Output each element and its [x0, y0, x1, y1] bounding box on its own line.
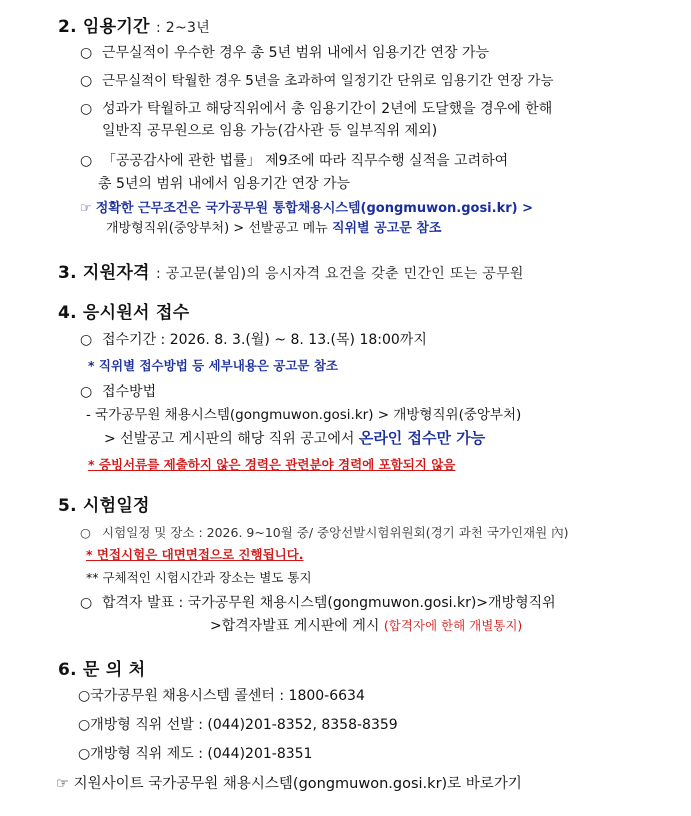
section-6-title: 6. 문 의 처	[58, 660, 146, 680]
circle-bullet-icon: ○	[80, 101, 93, 117]
list-item: ○ 근무실적이 우수한 경우 총 5년 범위 내에서 임용기간 연장 가능	[80, 45, 490, 61]
result-announcement: ○ 합격자 발표 : 국가공무원 채용시스템(gongmuwon.gosi.kr)>개방형직위	[80, 595, 556, 611]
section-2-title: 2. 임용기간 : 2~3년	[58, 17, 211, 37]
list-item: ○ 근무실적이 탁월한 경우 5년을 초과하여 일정기간 단위로 임용기간 연장 가능	[80, 73, 554, 89]
section-4-title: 4. 응시원서 접수	[58, 303, 190, 323]
section-4-heading: 응시원서 접수	[82, 303, 190, 323]
circle-bullet-icon: ○	[80, 73, 93, 89]
circle-bullet-icon: ○	[80, 153, 93, 169]
application-method-detail: - 국가공무원 채용시스템(gongmuwon.gosi.kr) > 개방형직위(중앙부처)	[86, 407, 522, 423]
list-item: ○ 「공공감사에 관한 법률」 제9조에 따라 직무수행 실적을 고려하여	[80, 153, 509, 169]
application-period-note: * 직위별 접수방법 등 세부내용은 공고문 참조	[88, 358, 338, 373]
circle-bullet-icon: ○	[80, 384, 93, 400]
application-period: ○ 접수기간 : 2026. 8. 3.(월) ~ 8. 13.(목) 18:00까지	[80, 332, 427, 348]
section-2-term: : 2~3년	[156, 20, 211, 36]
circle-bullet-icon: ○	[78, 688, 91, 704]
circle-bullet-icon: ○	[80, 45, 93, 61]
result-announcement-cont: >합격자발표 게시판에 게시 (합격자에 한해 개별통지)	[210, 618, 523, 634]
section-2-heading: 임용기간	[82, 17, 150, 37]
working-conditions-note: ☞ 정확한 근무조건은 국가공무원 통합채용시스템(gongmuwon.gosi.kr) >	[80, 201, 533, 216]
section-3-heading: 지원자격	[82, 263, 150, 283]
interview-notice: * 면접시험은 대면면접으로 진행됩니다.	[86, 547, 304, 562]
section-3-title: 3. 지원자격 : 공고문(붙임)의 응시자격 요건을 갖춘 민간인 또는 공무원	[58, 263, 524, 283]
contact-item: ○국가공무원 채용시스템 콜센터 : 1800-6634	[78, 688, 365, 704]
contact-item: ○개방형 직위 선발 : (044)201-8352, 8358-8359	[78, 717, 398, 733]
section-6-heading: 문 의 처	[82, 660, 146, 680]
application-method-detail-cont: > 선발공고 게시판의 해당 직위 공고에서 온라인 접수만 가능	[104, 429, 486, 447]
contact-item: ○개방형 직위 제도 : (044)201-8351	[78, 746, 313, 762]
document-warning: * 증빙서류를 제출하지 않은 경력은 관련분야 경력에 포함되지 않음	[88, 457, 456, 472]
list-item: ○ 성과가 탁월하고 해당직위에서 총 임용기간이 2년에 도달했을 경우에 한해	[80, 101, 553, 117]
section-5-heading: 시험일정	[82, 496, 150, 516]
exam-detail-notice: ** 구체적인 시험시간과 장소는 별도 통지	[86, 570, 312, 585]
apply-site-link[interactable]: ☞ 지원사이트 국가공무원 채용시스템(gongmuwon.gosi.kr)로 바로가기	[56, 776, 522, 792]
list-item-continuation: 일반직 공무원으로 임용 가능(감사관 등 일부직위 제외)	[102, 123, 438, 139]
circle-bullet-icon: ○	[78, 717, 91, 733]
section-3-eligibility: : 공고문(붙임)의 응시자격 요건을 갖춘 민간인 또는 공무원	[156, 266, 524, 282]
circle-bullet-icon: ○	[80, 595, 93, 611]
application-method: ○ 접수방법	[80, 384, 157, 400]
pointer-icon: ☞	[80, 201, 92, 216]
circle-bullet-icon: ○	[80, 525, 91, 540]
section-5-title: 5. 시험일정	[58, 496, 150, 516]
pointer-icon: ☞	[56, 776, 69, 792]
list-item-continuation: 총 5년의 범위 내에서 임용기간 연장 가능	[98, 176, 350, 192]
exam-schedule: ○ 시험일정 및 장소 : 2026. 9~10월 중/ 중앙선발시험위원회(경기 과천 국가인재원 內)	[80, 525, 569, 540]
working-conditions-note-cont: 개방형직위(중앙부처) > 선발공고 메뉴 직위별 공고문 참조	[106, 221, 442, 236]
circle-bullet-icon: ○	[78, 746, 91, 762]
circle-bullet-icon: ○	[80, 332, 93, 348]
